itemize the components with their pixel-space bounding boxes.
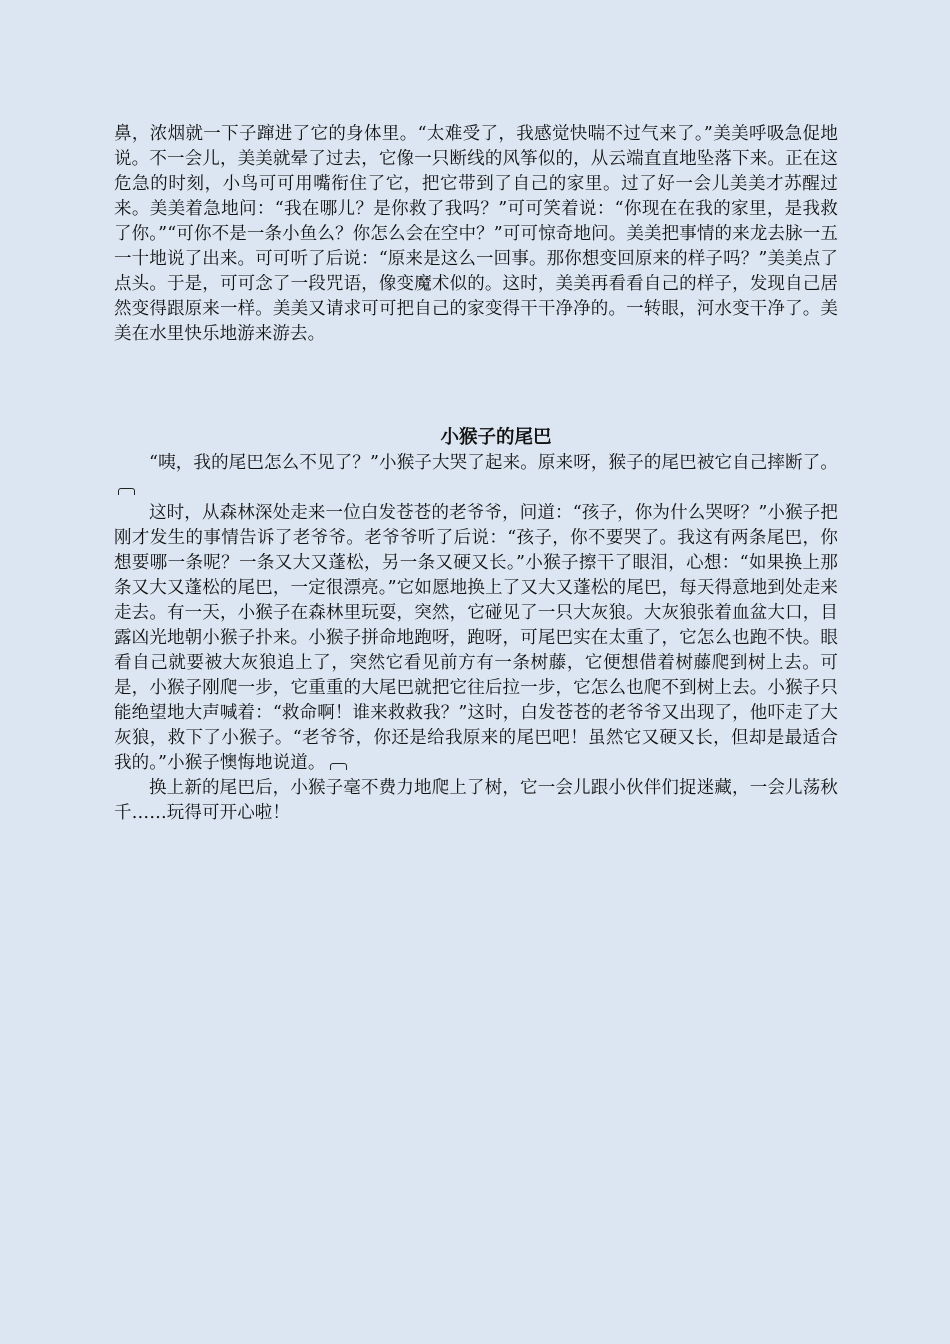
story-two-paragraph-1 — [114, 451, 838, 501]
paragraph-mark-icon — [118, 488, 135, 495]
story-one-paragraph: 鼻，浓烟就一下子蹿进了它的身体里。“太难受了，我感觉快喘不过气来了。”美美呼吸急促地说。不一会儿，美美就晕了过去，它像一只断线的风筝似的，从云端直直地坠落下来。正在这危急的时刻，小鸟可可用嘴衔住了它，把它带到了自己的家里。过了好一会儿美美才苏醒过来。美美着急地问：“我在哪儿？是你救了我吗？”可可笑着说：“你现在在我的家里，是我救了你。”“可你不是一条小鱼么？你怎么会在空中？”可可惊奇地问。美美把事情的来龙去脉一五一十地说了出来。可可听了后说：“原来是这么一回事。那你想变回原来的样子吗？”美美点了点头。于是，可可念了一段咒语，像变魔术似的。这时，美美再看看自己的样子，发现自己居然变得跟原来一样。美美又请求可可把自己的家变得干干净净的。一转眼，河水变干净了。美美在水里快乐地游来游去。 — [114, 124, 838, 344]
story-two-title: 小猴子的尾巴 — [440, 427, 552, 448]
section-spacer — [114, 347, 838, 425]
paragraph-text: “咦，我的尾巴怎么不见了？”小猴子大哭了起来。原来呀，猴子的尾巴被它自己摔断了。 — [149, 453, 838, 473]
paragraph-text: 这时，从森林深处走来一位白发苍苍的老爷爷，问道：“孩子，你为什么哭呀？”小猴子把刚才发生的事情告诉了老爷爷。老爷爷听了后说：“孩子，你不要哭了。我这有两条尾巴，你想要哪一条呢？一条又大又蓬松，另一条又硬又长。”小猴子擦干了眼泪，心想：“如果换上那条又大又蓬松的尾巴，一定很漂亮。”它如愿地换上了又大又蓬松的尾巴，每天得意地到处走来走去。有一天，小猴子在森林里玩耍，突然，它碰见了一只大灰狼。大灰狼张着血盆大口，目露凶光地朝小猴子扑来。小猴子拼命地跑呀，跑呀，可尾巴实在太重了，它怎么也跑不快。眼看自己就要被大灰狼追上了，突然它看见前方有一条树藤，它便想借着树藤爬到树上去。可是，小猴子刚爬一步，它重重的大尾巴就把它往后拉一步，它怎么也爬不到树上去。小猴子只能绝望地大声喊着：“救命啊！谁来救救我？”这时，白发苍苍的老爷爷又出现了，他吓走了大灰狼，救下了小猴子。“老爷爷，你还是给我原来的尾巴吧！虽然它又硬又长，但却是最适合我的。”小猴子懊悔地说道。 — [114, 503, 838, 773]
document-page — [114, 122, 838, 826]
paragraph-mark-icon — [330, 763, 347, 770]
story-two-paragraph-3: 换上新的尾巴后，小猴子毫不费力地爬上了树，它一会儿跟小伙伴们捉迷藏，一会儿荡秋千……玩得可开心啦！ — [114, 778, 838, 823]
story-two-paragraph-2 — [114, 501, 838, 776]
